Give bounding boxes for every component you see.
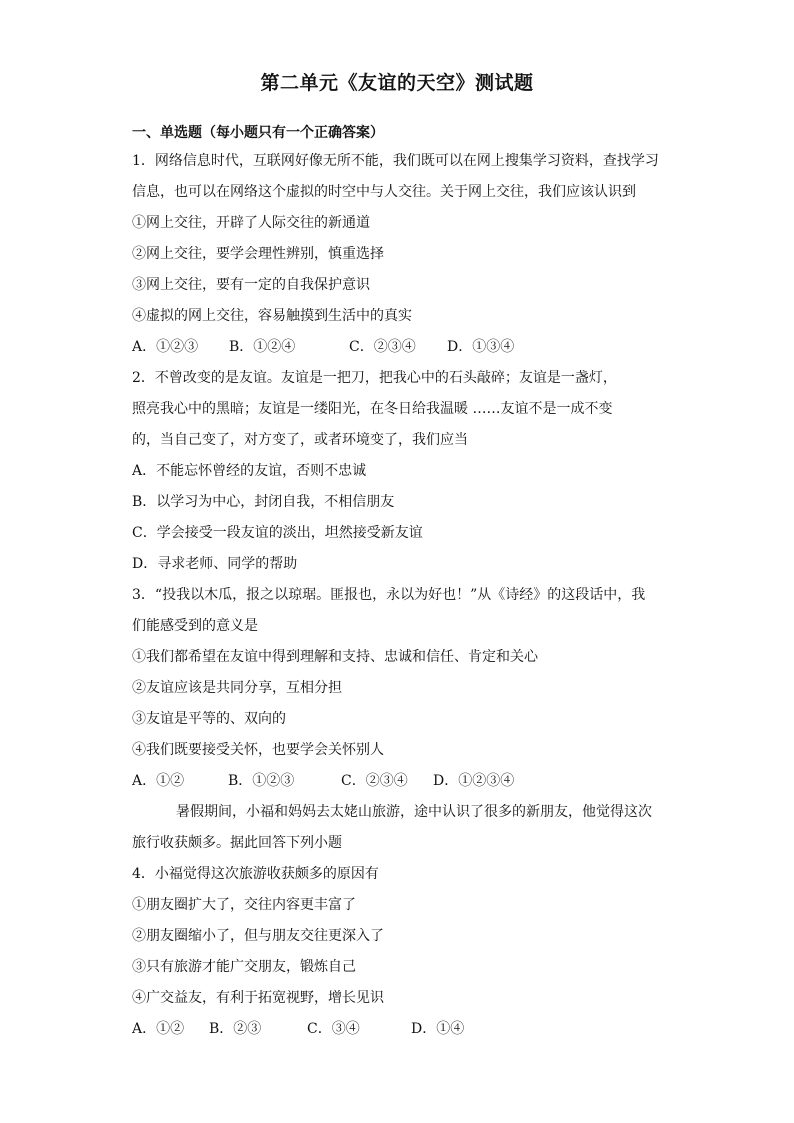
question-3-stem-line-1: 3．“投我以木瓜，报之以琼琚。匪报也，永以为好也！”从《诗经》的这段话中，我 xyxy=(132,587,646,603)
page-title: 第二单元《友谊的天空》测试题 xyxy=(260,72,534,94)
question-3 xyxy=(132,580,672,797)
question-3-item-3: ③友谊是平等的、双向的 xyxy=(132,711,286,727)
question-4-option-b: B．②③ xyxy=(209,1021,262,1037)
question-3-option-b: B．①②③ xyxy=(228,773,295,789)
question-2-option-b: B．以学习为中心，封闭自我，不相信朋友 xyxy=(132,494,395,510)
question-2 xyxy=(132,363,672,580)
question-4-options xyxy=(132,1014,672,1045)
question-3-option-a: A．①② xyxy=(132,773,185,789)
question-4-item-4: ④广交益友，有利于拓宽视野，增长见识 xyxy=(132,990,384,1006)
question-3-item-4: ④我们既要接受关怀，也要学会关怀别人 xyxy=(132,742,384,758)
material-line-2: 旅行收获颇多。据此回答下列小题 xyxy=(132,835,342,851)
question-1-item-2: ②网上交往，要学会理性辨别，慎重选择 xyxy=(132,246,384,262)
question-1-item-4: ④虚拟的网上交往，容易触摸到生活中的真实 xyxy=(132,308,412,324)
question-4-item-1: ①朋友圈扩大了，交往内容更丰富了 xyxy=(132,897,356,913)
question-1-option-c: C．②③④ xyxy=(349,339,416,355)
question-4-option-c: C．③④ xyxy=(307,1021,360,1037)
question-1-item-3: ③网上交往，要有一定的自我保护意识 xyxy=(132,277,370,293)
material-paragraph xyxy=(132,797,672,859)
question-4-option-d: D．①④ xyxy=(411,1021,465,1037)
section-heading: 一、单选题（每小题只有一个正确答案） xyxy=(132,125,384,141)
question-4-item-3: ③只有旅游才能广交朋友，锻炼自己 xyxy=(132,959,356,975)
question-2-stem-line-2: 照亮我心中的黑暗；友谊是一缕阳光，在冬日给我温暖 ……友谊不是一成不变 xyxy=(132,401,613,417)
question-2-option-c: C．学会接受一段友谊的淡出，坦然接受新友谊 xyxy=(132,525,423,541)
question-3-item-2: ②友谊应该是共同分享，互相分担 xyxy=(132,680,342,696)
question-2-stem-line-3: 的，当自己变了，对方变了，或者环境变了，我们应当 xyxy=(132,432,468,448)
question-1-stem-line-2: 信息，也可以在网络这个虚拟的时空中与人交往。关于网上交往，我们应该认识到 xyxy=(132,184,636,200)
material-line-1: 暑假期间，小福和妈妈去太姥山旅游，途中认识了很多的新朋友，他觉得这次 xyxy=(176,804,652,820)
question-3-options xyxy=(132,766,672,797)
question-4 xyxy=(132,859,672,1045)
question-1-option-b: B．①②④ xyxy=(229,339,296,355)
question-3-stem-line-2: 们能感受到的意义是 xyxy=(132,618,258,634)
question-2-option-d: D．寻求老师、同学的帮助 xyxy=(132,556,298,572)
question-1-option-d: D．①③④ xyxy=(447,339,515,355)
question-4-item-2: ②朋友圈缩小了，但与朋友交往更深入了 xyxy=(132,928,384,944)
question-1-stem-line-1: 1．网络信息时代，互联网好像无所不能，我们既可以在网上搜集学习资料，查找学习 xyxy=(132,153,659,169)
question-1-options xyxy=(132,332,672,363)
document-body xyxy=(132,120,672,1045)
question-1-option-a: A．①②③ xyxy=(132,339,199,355)
question-4-option-a: A．①② xyxy=(132,1021,185,1037)
question-3-item-1: ①我们都希望在友谊中得到理解和支持、忠诚和信任、肯定和关心 xyxy=(132,649,538,665)
question-1-item-1: ①网上交往，开辟了人际交往的新通道 xyxy=(132,215,370,231)
question-4-stem: 4．小福觉得这次旅游收获颇多的原因有 xyxy=(132,866,379,882)
question-2-option-a: A．不能忘怀曾经的友谊，否则不忠诚 xyxy=(132,463,367,479)
question-1 xyxy=(132,146,672,363)
question-3-option-d: D．①②③④ xyxy=(433,773,515,789)
question-3-option-c: C．②③④ xyxy=(341,773,408,789)
question-2-stem-line-1: 2．不曾改变的是友谊。友谊是一把刀，把我心中的石头敲碎；友谊是一盏灯， xyxy=(132,370,617,386)
